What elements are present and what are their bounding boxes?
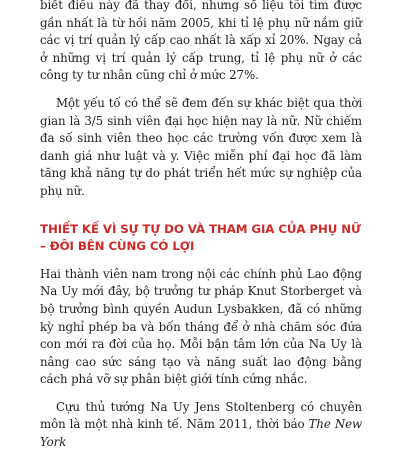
body-paragraph: Hai thành viên nam trong nội các chính phủ Lao động Na Uy mới đây, bộ trưởng tư pháp Knut Storberget và bộ trưởng bình quyền Audun Lysbakken, đã có những kỳ nghỉ phép ba và bốn tháng để ở nhà chăm sóc đứa con mới ra đời của họ. Mỗi bận tâm lớn của Na Uy là nâng cao sức sáng tạo và năng suất lao động bằng cách phá vỡ sự phân biệt giới tính cứng nhắc. [40,266,362,387]
paragraph-text: Cựu thủ tướng Na Uy Jens Stoltenberg có chuyên môn là một nhà kinh tế. Năm 2011, thời báo [40,399,362,432]
publication-title: The New York [40,417,362,450]
body-paragraph: Một yếu tố có thể sẽ đem đến sự khác biệt qua thời gian là 3/5 sinh viên đại học hiện nay là nữ. Nữ chiếm đa số sinh viên theo học các trường vốn được xem là danh giá như luật và y. Việc miễn phí đại học đã làm tăng khả năng tự do phát triển hết mức sự nghiệp của phụ nữ. [40,95,362,198]
book-page [40,0,362,452]
body-paragraph: biết điều này đã thay đổi, nhưng số liệu tôi tìm được gần nhất là từ hồi năm 2005, khi tỉ lệ phụ nữ nắm giữ các vị trí quản lý cấp cao nhất là xấp xỉ 20%. Ngay cả ở những vị trí quản lý cấp trung, tỉ lệ phụ nữ ở các công ty tư nhân cũng chỉ ở mức 27%. [40,0,362,83]
body-paragraph [40,399,362,452]
section-heading: THIẾT KẾ VÌ SỰ TỰ DO VÀ THAM GIA CỦA PHỤ NỮ – ĐÔI BÊN CÙNG CÓ LỢI [40,221,361,254]
